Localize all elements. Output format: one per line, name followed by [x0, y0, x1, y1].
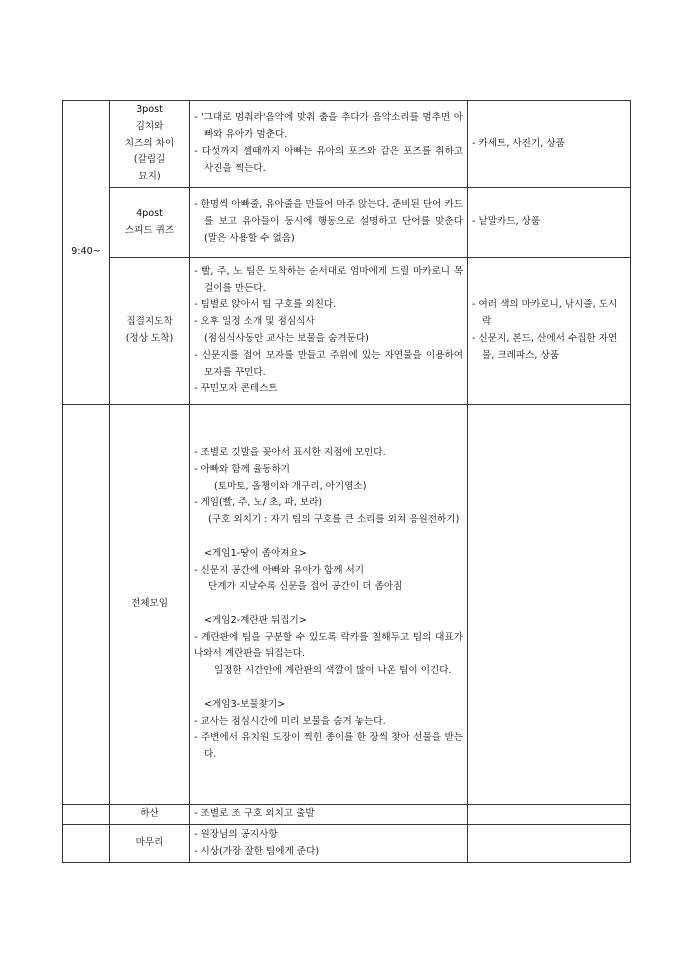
- content-line: - 아빠와 함께 율동하기: [194, 463, 291, 475]
- materials-line: - 여러 색의 마카로니, 낚시줄, 도시락: [472, 299, 618, 328]
- table-row-closing: [63, 825, 631, 863]
- blank-line: [194, 680, 463, 697]
- materials-line: - 카세트, 사진기, 상품: [472, 137, 565, 149]
- activity-content-cell: [190, 805, 468, 825]
- content-line: - 조별로 깃발을 꽂아서 표시한 지점에 모인다.: [194, 446, 386, 458]
- game-title: <게임1-땅이 좁아져요>: [204, 547, 307, 559]
- activity-label: 마무리: [135, 837, 164, 849]
- materials-cell: [468, 825, 631, 863]
- activity-label: 치즈의 차이: [124, 137, 175, 149]
- content-line: - 신문지를 접어 모자를 만들고 주위에 있는 자연물을 이용하여 모자를 꾸민다.: [194, 349, 463, 378]
- content-line: (구호 외치기 : 자기 팀의 구호를 큰 소리를 외쳐 응원전하기): [208, 514, 460, 526]
- content-line: - 한명씩 아빠줄, 유아줄을 만들어 마주 앉는다. 준비된 단어 카드를 보고 유아들이 동시에 행동으로 설명하고 단어를 맞춘다 (말은 사용할 수 없음): [194, 199, 463, 244]
- activity-label: 스피드 퀴즈: [124, 224, 175, 236]
- activity-label: 3post: [136, 104, 163, 115]
- activity-label-cell: [110, 405, 190, 805]
- time-cell-empty: [63, 825, 110, 863]
- content-line: - 신문지 공간에 아빠와 유아가 함께 서기: [194, 564, 365, 576]
- content-line: - 교사는 점심시간에 미리 보물을 숨겨 놓는다.: [194, 715, 386, 727]
- materials-cell: [468, 188, 631, 258]
- content-line: - 원장님의 공지사항: [194, 828, 278, 840]
- activity-label-cell: [110, 101, 190, 188]
- content-line: - 팀별로 앉아서 팀 구호를 외친다.: [194, 299, 337, 311]
- content-line: - 조별로 조 구호 외치고 출발: [194, 808, 315, 820]
- content-line: - 빨, 주, 노 팀은 도착하는 순서대로 엄마에게 드릴 마카로니 목걸이를 만든다.: [194, 265, 463, 294]
- time-cell: [63, 101, 110, 405]
- activity-label-cell: [110, 258, 190, 405]
- game-title: <게임3-보물찾기>: [204, 698, 286, 710]
- table-row-arrival: [63, 258, 631, 405]
- content-line: - 주변에서 유치원 도장이 찍힌 종이를 한 장씩 찾아 선물을 받는다.: [194, 732, 463, 761]
- table-row-3post: [63, 101, 631, 188]
- blank-line: [194, 529, 463, 546]
- activity-label-cell: [110, 805, 190, 825]
- content-line: - 시상(가장 잘한 팀에게 준다): [194, 845, 320, 857]
- schedule-table: [62, 100, 631, 863]
- activity-label: 하산: [140, 808, 159, 820]
- activity-label: 4post: [136, 207, 163, 219]
- activity-label: 집결지도착: [126, 316, 173, 328]
- content-line: - 계란판에 팀을 구분할 수 있도록 락카를 칠해두고 팀의 대표가 나와서 계란판을 뒤집는다.: [194, 631, 463, 660]
- activity-content-cell: [190, 101, 468, 188]
- activity-label: 묘지): [138, 171, 161, 183]
- content-line: - 꾸민모자 콘테스트: [194, 383, 278, 395]
- activity-content-cell: [190, 825, 468, 863]
- content-line: - 다섯까지 셀때까지 아빠는 유아의 포즈와 같은 포즈를 취하고 사진을 찍는다.: [194, 146, 463, 174]
- activity-content-cell: [190, 258, 468, 405]
- blank-line: [194, 596, 463, 613]
- materials-cell: [468, 101, 631, 188]
- content-line: - 오후 일정 소개 및 점심식사: [194, 316, 315, 328]
- time-cell-empty: [63, 805, 110, 825]
- content-line: - 게임(빨, 주, 노/ 초, 파, 보라): [194, 497, 323, 509]
- table-row-4post: [63, 188, 631, 258]
- game-title: <게임2-계란판 뒤집기>: [204, 614, 307, 626]
- content-line: (점심식사동안 교사는 보물을 숨겨둔다): [204, 333, 369, 344]
- materials-line: - 낱말카드, 상품: [472, 216, 541, 228]
- activity-label: (갈림길: [133, 154, 166, 166]
- content-line: 일정한 시간안에 계란판의 색깔이 많이 나온 팀이 이긴다.: [214, 665, 452, 677]
- materials-cell: [468, 405, 631, 805]
- activity-label: 김치와: [135, 120, 164, 132]
- activity-content-cell: [190, 405, 468, 805]
- activity-label: (정상 도착): [125, 333, 174, 344]
- table-row-descent: [63, 805, 631, 825]
- content-line: (토마토, 올챙이와 개구리, 아기염소): [214, 480, 367, 492]
- materials-cell: [468, 258, 631, 405]
- activity-label-cell: [110, 188, 190, 258]
- materials-cell: [468, 805, 631, 825]
- activity-content-cell: [190, 188, 468, 258]
- content-line: 단계가 지날수록 신문을 접어 공간이 더 좁아짐: [208, 581, 403, 593]
- table-row-gathering: [63, 405, 631, 805]
- materials-line: - 신문지, 본드, 산에서 수집한 자연물, 크레파스, 상품: [472, 333, 618, 361]
- time-cell-empty: [63, 405, 110, 805]
- activity-label-cell: [110, 825, 190, 863]
- activity-label: 전체모임: [130, 598, 169, 610]
- content-line: - '그대로 멈춰라'음악에 맞춰 춤을 추다가 음악소리를 멈추면 아빠와 유아가 멈춘다.: [194, 112, 463, 141]
- time-label: 9:40~: [71, 246, 101, 258]
